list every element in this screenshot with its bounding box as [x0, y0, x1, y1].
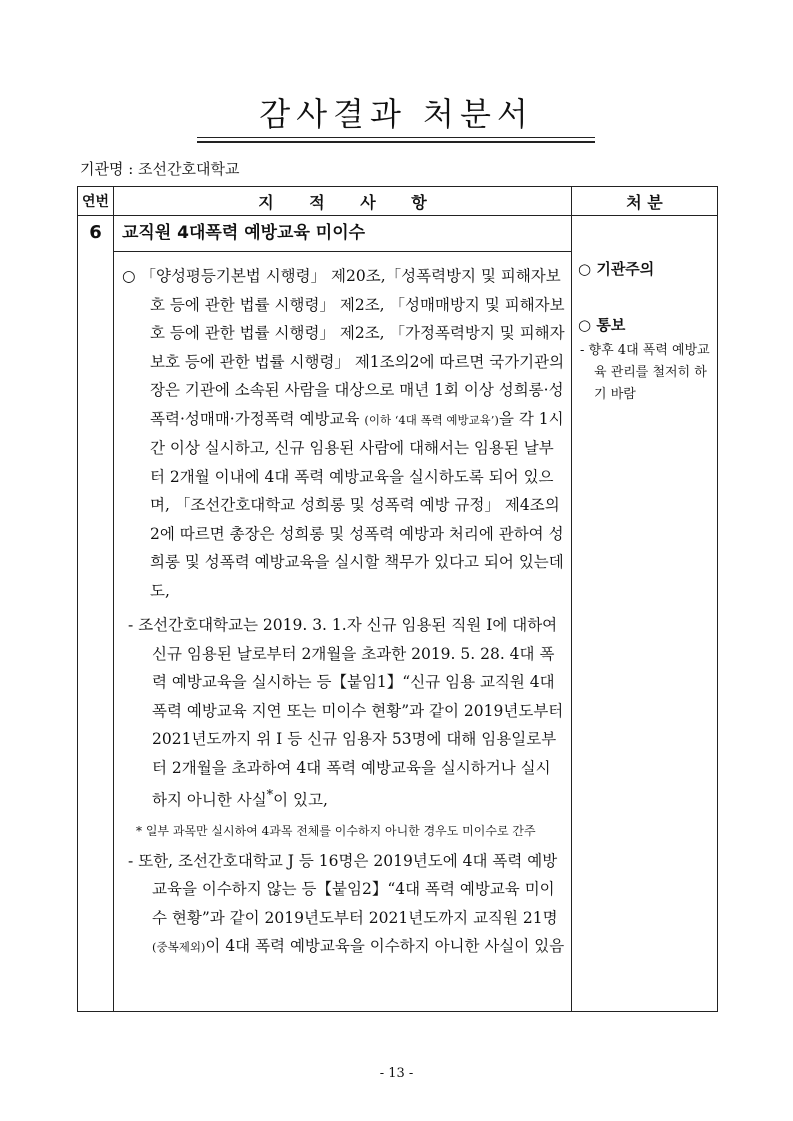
document-title: 감사결과 처분서	[259, 95, 534, 133]
table-row	[78, 216, 718, 1012]
dash2-end: 이 4대 폭력 예방교육을 이수하지 아니한 사실이 있음	[205, 937, 565, 956]
action-bullet: ○	[578, 260, 592, 278]
action-detail	[572, 340, 717, 406]
action-caution-label: 기관주의	[596, 260, 655, 278]
institution-label: 기관명 : 조선간호대학교	[80, 160, 240, 178]
page-number: - 13 -	[379, 1066, 414, 1081]
header-number: 연번	[78, 187, 114, 216]
dash-marker: -	[128, 851, 134, 870]
main-text-1: 「양성평등기본법 시행령」 제20조,「성폭력방지 및 피해자보호 등에 관한 법률 시행령」 제2조, 「성매매방지 및 피해자보호 등에 관한 법률 시행령」 제2조, 「가정폭력방지 및 피해자보호 등에 관한 법률 시행령」 제1조의2에 따르면 국가기관의 장은 기관에 소속된 사람을 대상으로 매년 1회 이상 성희롱·성폭력·성매매·가정폭력 예방교육	[140, 267, 565, 428]
dash1-text: 조선간호대학교는 2019. 3. 1.자 신규 임용된 직원 I에 대하여 신규 임용된 날로부터 2개월을 초과한 2019. 5. 28. 4대 폭력 예방교육을 실시하는 등【붙임1】“신규 임용 교직원 4대 폭력 예방교육 지연 또는 미이수 현황”과 같이 2019년도부터 2021년도까지 위 I 등 신규 임용자 53명에 대해 임용일로부터 2개월을 초과하여 4대 폭력 예방교육을 실시하거나 실시하지 아니한 사실	[138, 616, 564, 810]
header-findings: 지 적 사 항	[114, 187, 572, 216]
footnote-mark: *	[266, 788, 274, 803]
finding-dash-paragraph-2	[114, 847, 571, 962]
header-action: 처 분	[572, 187, 718, 216]
main-text-abbrev: (이하 ‘4대 폭력 예방교육’)	[364, 412, 499, 427]
row-number: 6	[78, 216, 114, 1012]
audit-table	[77, 186, 718, 1012]
dash1-end: 이 있고,	[273, 791, 328, 810]
action-bullet: ○	[578, 316, 592, 334]
finding-dash-paragraph-1	[114, 611, 571, 815]
finding-heading: 교직원 4대폭력 예방교육 미이수	[122, 223, 366, 243]
action-detail-text: 향후 4대 폭력 예방교육 관리를 철저히 하기 바람	[588, 343, 710, 402]
action-notice-label: 통보	[596, 316, 626, 334]
main-text-2: 을 각 1시간 이상 실시하고, 신규 임용된 사람에 대해서는 임용된 날부터 2개월 이내에 4대 폭력 예방교육을 실시하도록 되어 있으며, 「조선간호대학교 성희롱 및 성폭력 예방 규정」 제4조의2에 따르면 총장은 성희롱 및 성폭력 예방과 처리에 관하여 성희롱 및 성폭력 예방교육을 실시할 책무가 있다고 되어 있는데도,	[150, 409, 564, 600]
action-item-notice	[578, 314, 717, 336]
dash-marker: -	[580, 343, 585, 358]
bullet-circle: ○	[122, 267, 136, 285]
title-underline	[197, 137, 595, 138]
action-item-caution	[578, 258, 717, 280]
footnote: * 일부 과목만 실시하여 4과목 전체를 이수하지 아니한 경우도 미이수로 간주	[136, 823, 536, 838]
table-header-row	[78, 187, 718, 216]
finding-main-paragraph	[114, 262, 571, 605]
dash2-small: (중복제외)	[152, 940, 206, 955]
title-underline-thick	[197, 141, 595, 143]
action-spacer	[572, 216, 717, 258]
action-cell	[572, 216, 718, 1012]
action-spacer	[572, 280, 717, 314]
dash-marker: -	[128, 616, 134, 634]
dash2-text: 또한, 조선간호대학교 J 등 16명은 2019년도에 4대 폭력 예방교육을 이수하지 않는 등【붙임2】“4대 폭력 예방교육 미이수 현황”과 같이 2019년도부터 2021년도까지 교직원 21명	[138, 851, 558, 927]
findings-cell	[114, 216, 572, 1012]
heading-divider	[114, 251, 571, 252]
